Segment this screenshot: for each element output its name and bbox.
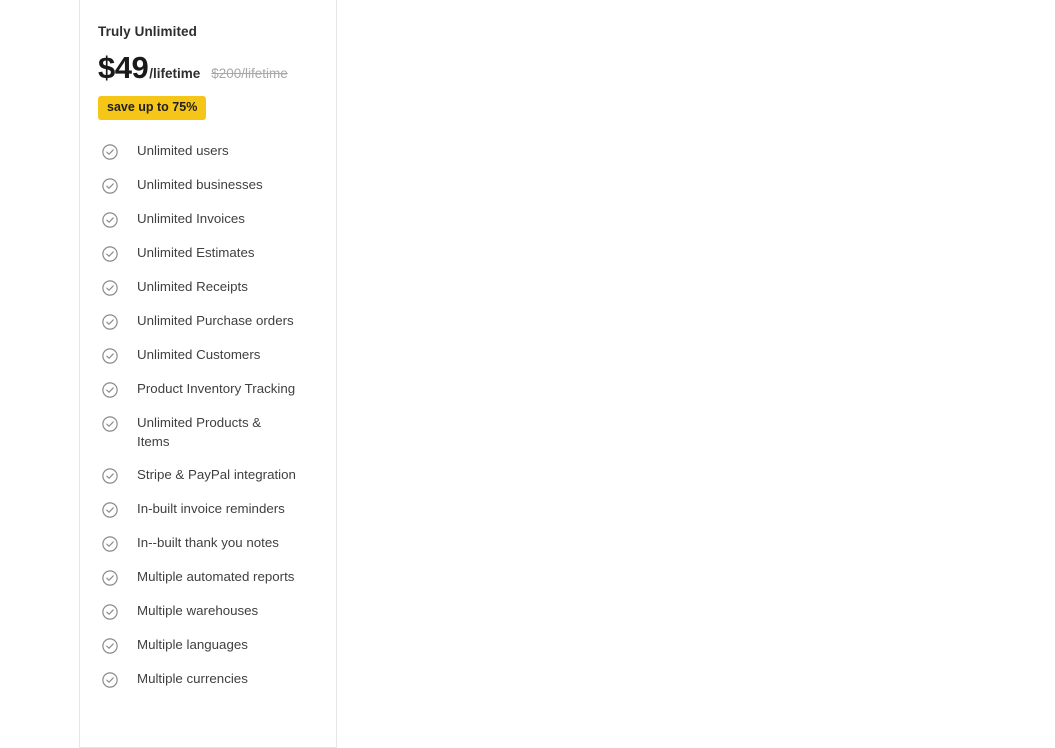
savings-badge: save up to 75% bbox=[98, 96, 206, 120]
feature-label: Unlimited Purchase orders bbox=[137, 312, 294, 328]
feature-label: Unlimited users bbox=[137, 142, 229, 158]
feature-label: Multiple currencies bbox=[137, 671, 248, 687]
list-item bbox=[98, 176, 318, 195]
feature-label: Product Inventory Tracking bbox=[137, 380, 296, 396]
feature-label: Multiple languages bbox=[137, 637, 248, 653]
feature-label: Unlimited Invoices bbox=[137, 210, 245, 226]
feature-label: Unlimited Receipts bbox=[137, 278, 248, 294]
list-item bbox=[98, 142, 318, 161]
feature-label: Multiple warehouses bbox=[137, 603, 259, 619]
list-item bbox=[98, 636, 318, 655]
list-item bbox=[98, 670, 318, 689]
check-circle-icon bbox=[101, 501, 119, 519]
list-item bbox=[98, 244, 318, 263]
check-circle-icon bbox=[101, 245, 119, 263]
price-original: $200/lifetime bbox=[211, 66, 288, 82]
price-period: /lifetime bbox=[149, 66, 201, 82]
list-item bbox=[98, 568, 318, 587]
price-current: $49 bbox=[98, 50, 149, 86]
check-circle-icon bbox=[101, 347, 119, 365]
feature-label: Unlimited Products & Items bbox=[137, 414, 262, 449]
list-item bbox=[98, 602, 318, 621]
list-item bbox=[98, 312, 318, 331]
price-row bbox=[98, 50, 318, 86]
list-item bbox=[98, 278, 318, 297]
list-item bbox=[98, 466, 318, 485]
feature-label: Unlimited businesses bbox=[137, 176, 263, 192]
check-circle-icon bbox=[101, 381, 119, 399]
check-circle-icon bbox=[101, 603, 119, 621]
feature-label: In-built invoice reminders bbox=[137, 501, 285, 517]
list-item bbox=[98, 534, 318, 553]
check-circle-icon bbox=[101, 313, 119, 331]
list-item bbox=[98, 346, 318, 365]
check-circle-icon bbox=[101, 211, 119, 229]
check-circle-icon bbox=[101, 279, 119, 297]
check-circle-icon bbox=[101, 143, 119, 161]
plan-title: Truly Unlimited bbox=[98, 24, 198, 39]
feature-label: Unlimited Customers bbox=[137, 346, 261, 362]
list-item bbox=[98, 500, 318, 519]
check-circle-icon bbox=[101, 415, 119, 433]
check-circle-icon bbox=[101, 637, 119, 655]
list-item bbox=[98, 210, 318, 229]
feature-label: Multiple automated reports bbox=[137, 569, 295, 585]
feature-label: Unlimited Estimates bbox=[137, 244, 255, 260]
check-circle-icon bbox=[101, 569, 119, 587]
check-circle-icon bbox=[101, 671, 119, 689]
check-circle-icon bbox=[101, 467, 119, 485]
pricing-card bbox=[79, 0, 337, 748]
feature-label: In--built thank you notes bbox=[137, 535, 279, 551]
check-circle-icon bbox=[101, 177, 119, 195]
feature-list bbox=[98, 142, 318, 690]
list-item bbox=[98, 380, 318, 399]
check-circle-icon bbox=[101, 535, 119, 553]
feature-label: Stripe & PayPal integration bbox=[137, 467, 296, 483]
list-item bbox=[98, 414, 318, 452]
